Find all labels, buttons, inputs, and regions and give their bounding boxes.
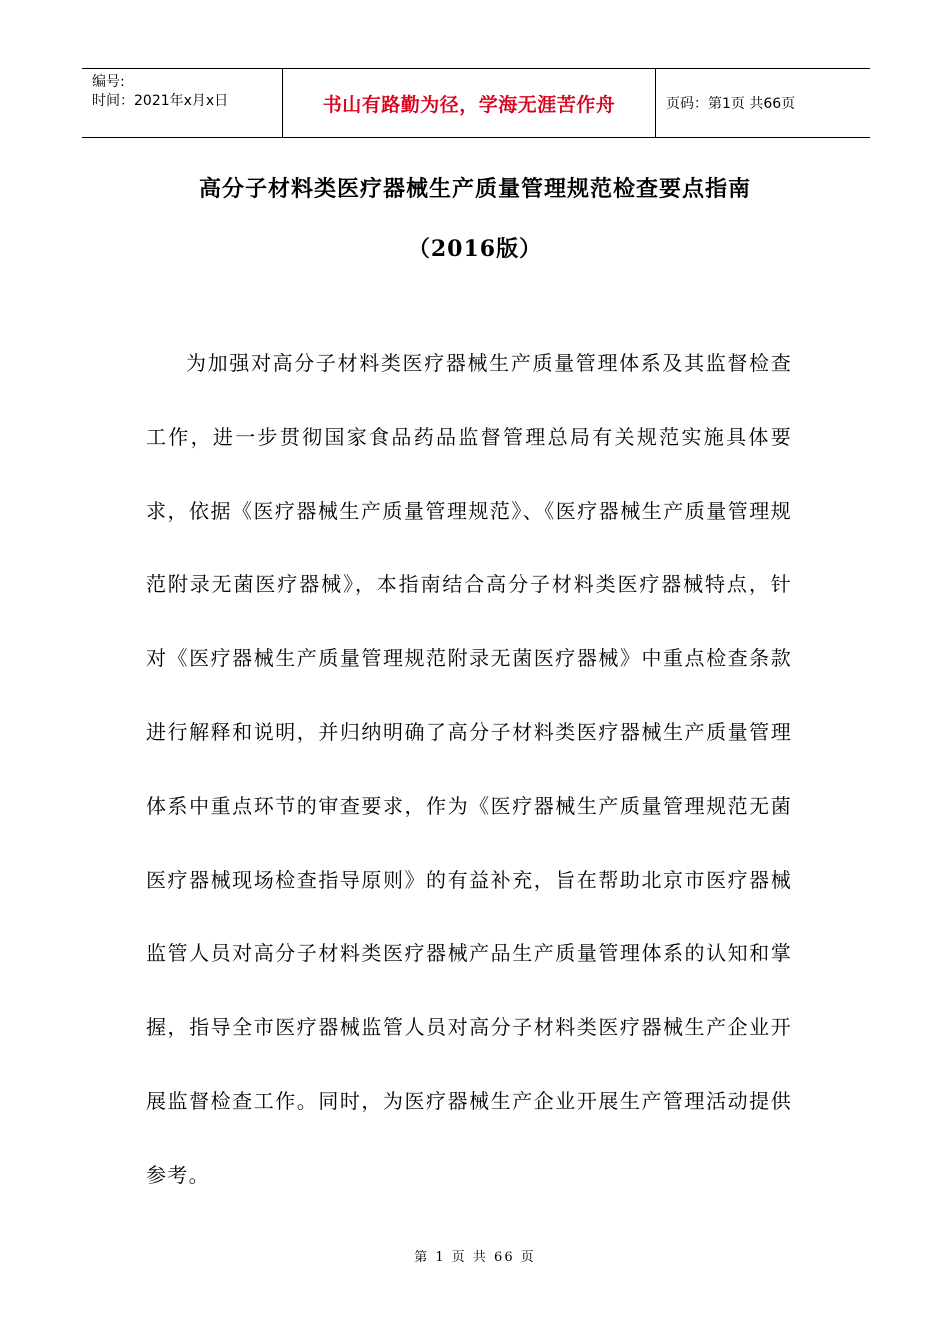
document-subtitle: （2016版） xyxy=(407,236,543,262)
header-meta xyxy=(82,69,282,137)
document-date-label: 时间：2021年x月x日 xyxy=(92,93,229,109)
page-header xyxy=(82,68,870,138)
document-number-label: 编号: xyxy=(92,74,125,90)
document-title: 高分子材料类医疗器械生产质量管理规范检查要点指南 xyxy=(198,176,751,202)
body-paragraph: 为加强对高分子材料类医疗器械生产质量管理体系及其监督检查工作，进一步贯彻国家食品药品监督管理总局有关规范实施具体要求，依据《医疗器械生产质量管理规范》、《医疗器械生产质量管理规范附录无菌医疗器械》，本指南结合高分子材料类医疗器械特点，针对《医疗器械生产质量管理规范附录无菌医疗器械》中重点检查条款进行解释和说明，并归纳明确了高分子材料类医疗器械生产质量管理体系中重点环节的审查要求，作为《医疗器械生产质量管理规范无菌医疗器械现场检查指导原则》的有益补充，旨在帮助北京市医疗器械监管人员对高分子材料类医疗器械产品生产质量管理体系的认知和掌握，指导全市医疗器械监管人员对高分子材料类医疗器械生产企业开展监督检查工作。同时，为医疗器械生产企业开展生产管理活动提供参考。 xyxy=(146,351,792,1187)
page-footer: 第 1 页 共 66 页 xyxy=(414,1250,536,1265)
header-page-info: 页码：第1页 共66页 xyxy=(666,96,796,112)
header-motto: 书山有路勤为径，学海无涯苦作舟 xyxy=(282,69,656,137)
